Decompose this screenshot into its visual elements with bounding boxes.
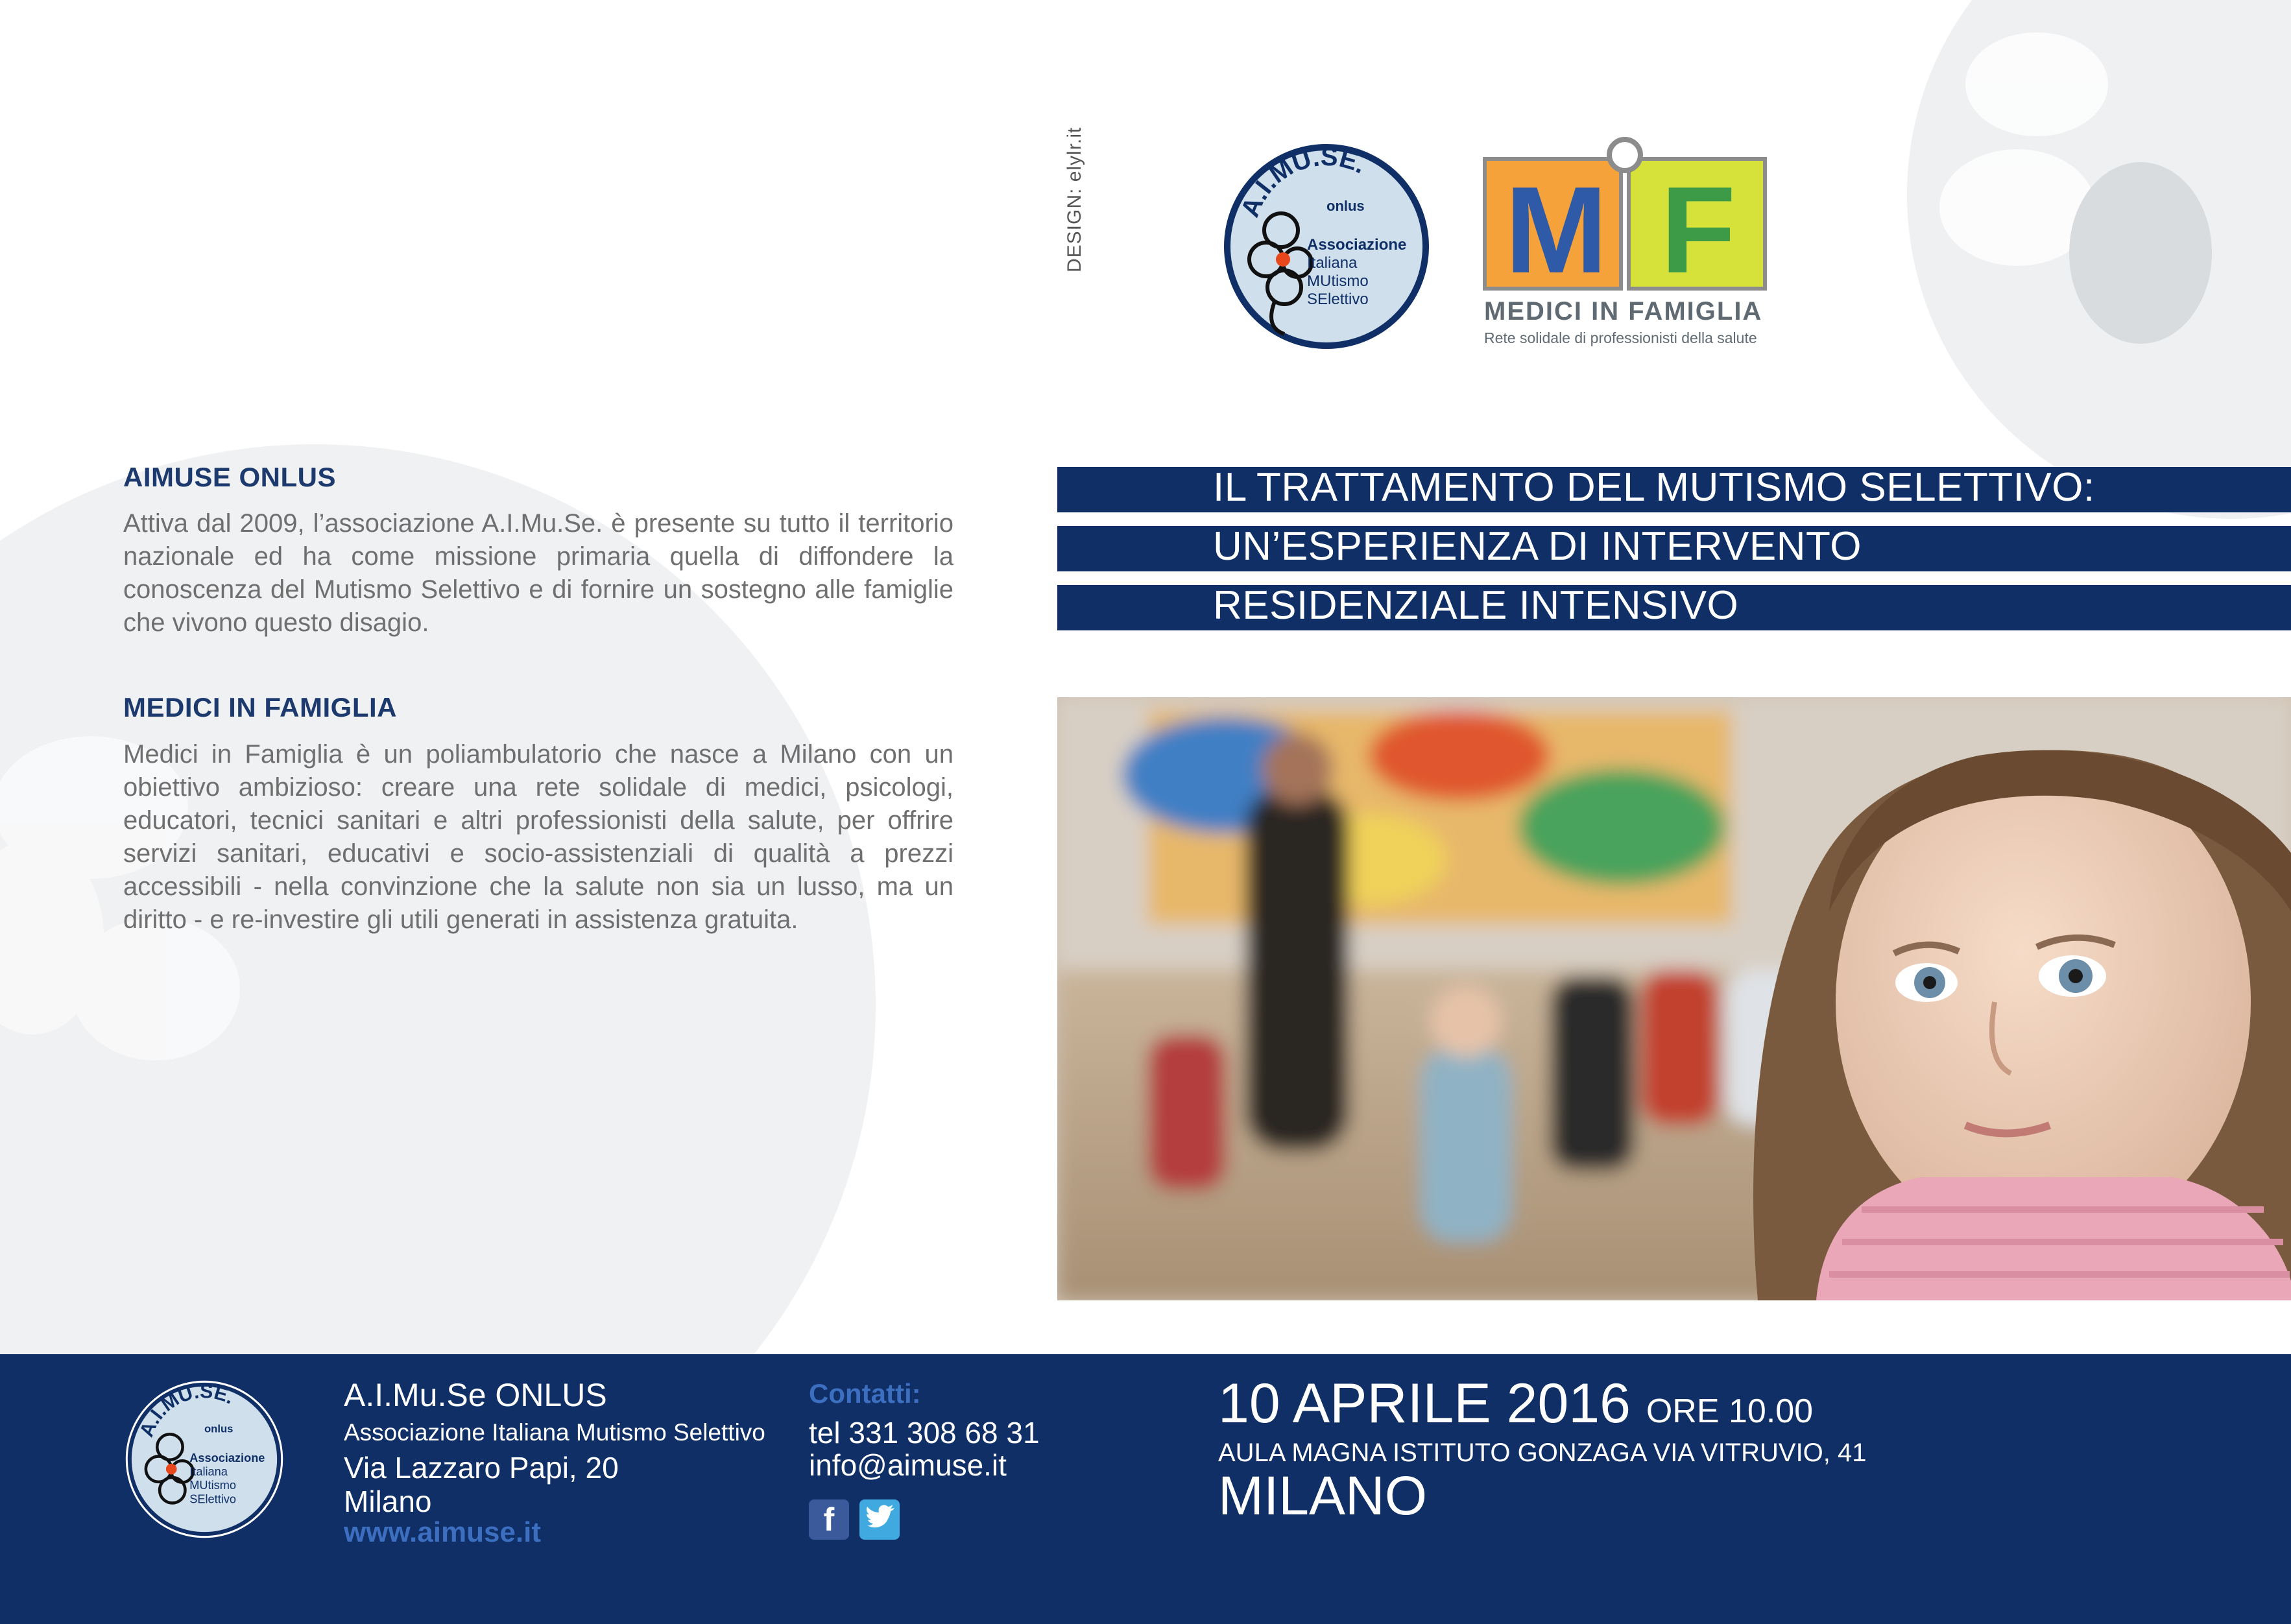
footer-city: Milano xyxy=(344,1485,432,1518)
event-time: ORE 10.00 xyxy=(1646,1392,1814,1430)
aimuse-logo xyxy=(1219,139,1433,353)
mif-name: MEDICI IN FAMIGLIA xyxy=(1484,297,1763,326)
mif-tagline: Rete solidale di professionisti della salute xyxy=(1484,329,1757,346)
footer-address: Via Lazzaro Papi, 20 xyxy=(344,1451,619,1485)
aimuse-arc-text: A.I.MU.SE. xyxy=(1236,142,1371,221)
aimuse-line-4: SElettivo xyxy=(1307,291,1369,308)
mif-heading: MEDICI IN FAMIGLIA xyxy=(123,692,397,722)
flower-watermark-icon xyxy=(1907,0,2291,519)
event-venue: AULA MAGNA ISTITUTO GONZAGA VIA VITRUVIO, 41 xyxy=(1218,1439,1867,1467)
contact-phone[interactable]: tel 331 308 68 31 xyxy=(809,1416,1040,1450)
aimuse-description: Attiva dal 2009, l’associazione A.I.Mu.Se. è presente su tutto il territorio nazionale ed ha come missione primaria quella di diffondere la conoscenza del Mutismo Selettivo e di fornire un sostegno alle famiglie che vivono questo disagio. xyxy=(123,509,954,637)
website-link[interactable]: www.aimuse.it xyxy=(344,1516,542,1548)
aimuse-footer-line-2: Italiana xyxy=(189,1465,228,1478)
design-credit: DESIGN: elylr.it xyxy=(1064,126,1085,272)
event-date: 10 APRILE 2016 xyxy=(1218,1372,1631,1435)
aimuse-line-1: Associazione xyxy=(1307,236,1407,254)
title-line-2: UN’ESPERIENZA DI INTERVENTO xyxy=(1213,524,1862,569)
aimuse-onlus-text: onlus xyxy=(1326,198,1365,214)
contact-email[interactable]: info@aimuse.it xyxy=(809,1448,1007,1482)
aimuse-footer-line-4: SElettivo xyxy=(189,1492,236,1506)
mif-letter-m: M xyxy=(1505,161,1608,295)
hero-photo xyxy=(1057,697,2291,1300)
twitter-icon[interactable] xyxy=(859,1499,900,1540)
aimuse-logo-footer xyxy=(123,1378,285,1540)
facebook-icon[interactable]: f xyxy=(809,1499,849,1540)
mif-description: Medici in Famiglia è un poliambulatorio che nasce a Milano con un obiettivo ambizioso: creare una rete solidale di medici, psicologi, educatori, tecnici sanitari e altri professionisti della salute, per offrire servizi sanitari, educativi e socio-assistenziali di qualità a prezzi accessibili - nella convinzione che la salute non sia un lusso, ma un diritto - e re-investire gli utili generati in assistenza gratuita. xyxy=(123,740,954,934)
background-circle-right xyxy=(1907,0,2291,519)
title-line-1: IL TRATTAMENTO DEL MUTISMO SELETTIVO: xyxy=(1213,465,2095,510)
contacts-label: Contatti: xyxy=(809,1378,921,1409)
aimuse-line-3: MUtismo xyxy=(1307,272,1369,290)
title-line-3: RESIDENZIALE INTENSIVO xyxy=(1213,583,1739,628)
event-city: MILANO xyxy=(1218,1465,1428,1526)
mif-letter-f: F xyxy=(1661,161,1736,295)
aimuse-footer-onlus-text: onlus xyxy=(204,1422,234,1435)
aimuse-footer-arc-text: A.I.MU.SE. xyxy=(136,1381,238,1440)
footer-org-name: A.I.Mu.Se ONLUS xyxy=(344,1377,607,1413)
aimuse-footer-line-1: Associazione xyxy=(189,1451,265,1464)
event-date-line xyxy=(1218,1372,1813,1436)
footer-org-full-name: Associazione Italiana Mutismo Selettivo xyxy=(344,1419,765,1446)
aimuse-heading: AIMUSE ONLUS xyxy=(123,462,337,492)
aimuse-footer-line-3: MUtismo xyxy=(189,1479,236,1492)
aimuse-line-2: Italiana xyxy=(1307,254,1358,272)
